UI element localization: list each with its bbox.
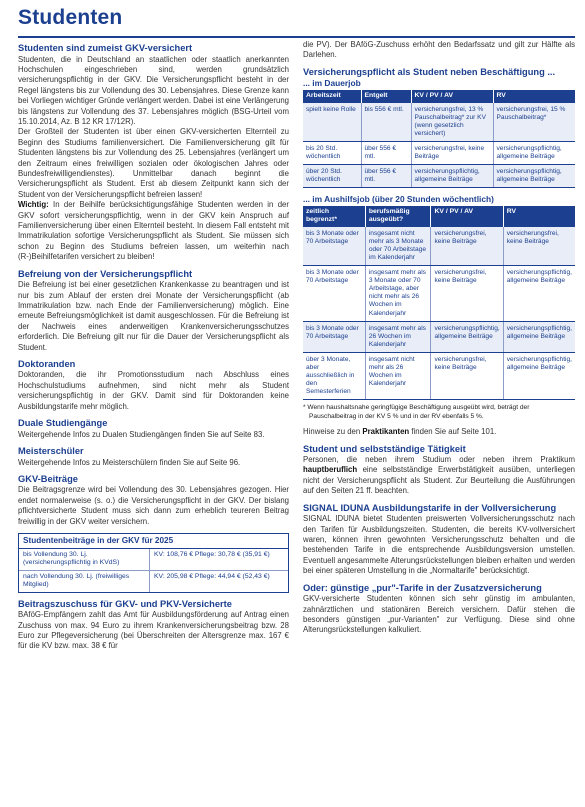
selbststaendig-text-a: Personen, die neben ihrem Studium oder neben ihrem Praktikum [303, 455, 575, 465]
table-cell: versicherungspflichtig, allgemeine Beiträge [503, 321, 575, 352]
important-label: Wichtig: [18, 200, 49, 210]
table-cell: versicherungsfrei, 15 % Pauschalbeitrag* [493, 103, 575, 142]
contribution-row-value: KV: 205,98 € Pflege: 44,94 € (52,43 €) [154, 572, 270, 580]
paragraph-duale: Weitergehende Infos zu Dualen Studiengängen finden Sie auf Seite 83. [18, 429, 265, 439]
paragraph-doktoranden: Doktoranden, die ihr Promotionsstudium nach Abschluss eines Hochschulstudiums aufnehmen, sind nicht mehr als Student versicherungspflichtig in der GKV. Damit sind für Doktoranden keine Ausbildungstarife mehr möglich. [18, 370, 289, 411]
paragraph-befreiung: Die Befreiung ist bei einer gesetzlichen Krankenkasse zu beantragen und ist nur bis zum Ablauf der ersten drei Monate der Versicherungspflicht (ab Immatrikulation bzw. nach Ende der Familienversicherung) möglich. Eine erneute Befreiungsmöglichkeit ist damit ausgeschlossen. Für die Befreiung ist der Nachweis eines anderweitigen Krankenversicherungsschutzes erforderlich. Die Befreiung gilt nur für die Dauer der Versicherungspflicht als Student. [18, 280, 289, 352]
section-heading-zuschuss: Beitragszuschuss für GKV- und PKV-Versicherte [18, 598, 232, 609]
table-header-cell: RV [503, 206, 575, 226]
table-cell: bis 3 Monate oder 70 Arbeitstage [303, 227, 365, 266]
paragraph-meister: Weitergehende Infos zu Meisterschülern finden Sie auf Seite 96. [18, 457, 241, 467]
table-header-cell: berufsmäßig ausgeübt? [365, 206, 431, 226]
section-heading-beschaeftigung: Versicherungspflicht als Student neben Beschäftigung ... [303, 66, 556, 77]
table-cell: bis 3 Monate oder 70 Arbeitstage [303, 321, 365, 352]
table-cell: spielt keine Rolle [303, 103, 361, 142]
table-header-row [303, 90, 575, 102]
praktikanten-bold: Praktikanten [362, 427, 410, 437]
table-row [303, 165, 575, 188]
section-heading-duale: Duale Studiengänge [18, 418, 108, 429]
table-cell: versicherungspflichtig, allgemeine Beiträge [493, 165, 575, 188]
table-header-cell: Arbeitszeit [303, 90, 361, 102]
table-header-cell: KV / PV / AV [411, 90, 493, 102]
praktikanten-text-a: Hinweise zu den [303, 427, 363, 437]
subheading-dauerjob: ... im Dauerjob [303, 78, 361, 89]
paragraph-ausbildungstarife: SIGNAL IDUNA bietet Studenten preiswerten Vollversicherungsschutz nach den Tarifen für Ausbildungszeiten. Studenten, die bereits KV-vollversichert waren, können ihren gewohnten Versicherungsschutz behalten und die bestehenden Tarife in die entsprechende Ausbildungsversion umstellen. Eventuell angesammelte Alterungsrückstellungen bleiben erhalten und werden bei einer späteren Umstellung in die „Normaltarife" berücksichtigt. [303, 514, 575, 576]
table-cell: über 3 Monate, aber ausschließlich in den Semesterferien [303, 352, 365, 399]
section-heading-befreiung: Befreiung von der Versicherungspflicht [18, 268, 193, 279]
contribution-row-label: nach Vollendung 30. Lj. (freiwilliges Mitglied) [19, 571, 150, 592]
contribution-row [19, 571, 288, 592]
table-row [303, 321, 575, 352]
table-row [303, 103, 575, 142]
table-cell: versicherungspflichtig, allgemeine Beiträge [411, 165, 493, 188]
table-cell: versicherungspflichtig, allgemeine Beiträge [493, 141, 575, 164]
table-header-cell: RV [493, 90, 575, 102]
table-header-cell: Entgelt [361, 90, 411, 102]
paragraph-pur-tarife: GKV-versicherte Studenten können sich sehr günstig im ambulanten, zahnärztlichen und stationären Bereich versichern. Dafür stehen die besonders günstigen „pur-Varianten" zur Verfügung. Diese sind ohne Alterungsrückstellungen kalkuliert. [303, 594, 575, 635]
paragraph-praktikanten [303, 427, 575, 437]
paragraph-selbststaendig [303, 455, 575, 497]
table-cell: über 556 € mtl. [361, 165, 411, 188]
table-cell: über 556 € mtl. [361, 141, 411, 164]
title-rule [18, 36, 575, 38]
table-cell: insgesamt nicht mehr als 3 Monate oder 70 Arbeitstage im Kalenderjahr [365, 227, 431, 266]
table-cell: versicherungsfrei, keine Beiträge [431, 227, 503, 266]
table-cell: insgesamt nicht mehr als 26 Wochen im Kalenderjahr [365, 352, 431, 399]
selbststaendig-bold: hauptberuflich [303, 465, 358, 475]
paragraph-gkv-1: Studenten, die in Deutschland an staatlichen oder staatlich anerkannten Hochschulen eingeschrieben sind, werden grundsätzlich versicherungspflichtig in der GKV. Die Versicherungspflicht besteht in der Regel längstens bis zur Vollendung des 30. Lebensjahres. Diese Grenze kann bei Vorliegen wichtiger Gründe verlängert werden. Dabei ist eine Verlängerung bis längstens zur Vollendung des 37. Lebensjahres möglich (BSG-Urteil vom 15.10.2014, Az. B 12 KR 17/12R). [18, 54, 289, 126]
paragraph-gkv-2: Der Großteil der Studenten ist über einen GKV-versicherten Elternteil zu Beginn des Studiums familienversichert. Die Familienversicherung gilt für Studenten längstens bis zur Vollendung des 25. Lebensjahres (verlängert um den Zeitraum eines freiwilligen sozialen oder ökologischen Jahres oder Bundesfreiwilligendienstes). Unmittelbar danach beginnt die Versicherungspflicht als Student. Erst ab diesem Zeitpunkt kann sich der Student von der Versicherungspflicht befreien lassen! [18, 127, 289, 199]
page-title: Studenten [18, 6, 123, 29]
section-heading-meister: Meisterschüler [18, 446, 84, 456]
contribution-row-value: KV: 108,76 € Pflege: 30,78 € (35,91 €) [154, 551, 270, 559]
table-cell: versicherungspflichtig, allgemeine Beiträge [503, 352, 575, 399]
table-cell: versicherungsfrei, 13 % Pauschalbeitrag* zur KV (wenn gesetzlich versichert) [411, 103, 493, 142]
columns [18, 40, 575, 807]
paragraph-beitraege: Die Beitragsgrenze wird bei Vollendung des 30. Lebensjahres gezogen. Hier endet normalerweise (s. o.) die Versicherungspflicht in der GKV. Der bislang pflichtversicherte Student muss sich dann zum erheblich teureren Beitrag freiwillig in der GKV weiter versichern. [18, 485, 289, 526]
table-cell: bis 3 Monate oder 70 Arbeitstage [303, 266, 365, 322]
table-cell: über 20 Std. wöchentlich [303, 165, 361, 188]
section-heading-gkv: Studenten sind zumeist GKV-versichert [18, 43, 193, 53]
table-cell: bis 556 € mtl. [361, 103, 411, 142]
right-column [303, 40, 575, 807]
table-header-cell: zeitlich begrenzt* [303, 206, 365, 226]
section-heading-pur-tarife: Oder: günstige „pur"-Tarife in der Zusatzversicherung [303, 582, 542, 593]
table-footnote: * Wenn haushaltsnahe geringfügige Beschäftigung ausgeübt wird, beträgt der Pauschalbeitrag in der KV 5 % und in der RV ebenfalls 5 %. [303, 404, 530, 420]
table-row [303, 141, 575, 164]
contribution-row [19, 549, 288, 571]
table-cell: insgesamt mehr als 26 Wochen im Kalenderjahr [365, 321, 431, 352]
subheading-aushilfsjob: ... im Aushilfsjob (über 20 Stunden wöchentlich) [303, 194, 494, 205]
section-heading-selbststaendig: Student und selbstständige Tätigkeit [303, 443, 466, 454]
paragraph-zuschuss: BAföG-Empfängern zahlt das Amt für Ausbildungsförderung auf Antrag einen Zuschuss von max. 94 Euro zu ihrem Krankenversicherungsbeitrag bzw. 28 Euro zur Pflegeversicherung (bei Überschreiten der Altersgrenze max. 167 € für die KV bzw. max. 38 € für [18, 610, 289, 651]
table-dauerjob [303, 90, 575, 188]
table-row [303, 266, 575, 322]
section-heading-doktoranden: Doktoranden [18, 358, 76, 369]
table-cell: bis 20 Std. wöchentlich [303, 141, 361, 164]
table-cell: versicherungspflichtig, allgemeine Beiträge [431, 321, 503, 352]
table-cell: versicherungsfrei, keine Beiträge [431, 352, 503, 399]
contribution-box-title: Studentenbeiträge in der GKV für 2025 [19, 534, 288, 549]
table-row [303, 227, 575, 266]
important-text: In der Beihilfe berücksichtigungsfähige Studenten werden in der GKV sofort versicherungspflichtig, wenn in der GKV kein Anspruch auf Familienversicherung über einen Elternteil besteht. In diesem Fall entsteht mit Immatrikulation sofortige Versicherungspflicht als Student. Sie müssen sich schon zu Beginn des Studiums befreien lassen, um weiterhin nach (R-)Beihilfetarifen versichert zu bleiben! [18, 200, 289, 262]
table-cell: versicherungspflichtig, allgemeine Beiträge [503, 266, 575, 322]
left-column [18, 40, 289, 807]
paragraph-gkv-3 [18, 200, 289, 262]
section-heading-beitraege: GKV-Beiträge [18, 473, 78, 484]
table-header-row [303, 206, 575, 226]
paragraph-continued: die PV). Der BAföG-Zuschuss erhöht den Bedarfssatz und gilt zur Hälfte als Darlehen. [303, 40, 575, 60]
table-cell: versicherungsfrei, keine Beiträge [411, 141, 493, 164]
table-row [303, 352, 575, 399]
table-header-cell: KV / PV / AV [431, 206, 503, 226]
table-cell: insgesamt mehr als 3 Monate oder 70 Arbeitstage, aber nicht mehr als 26 Wochen im Kalenderjahr [365, 266, 431, 322]
contribution-box [18, 533, 289, 593]
selbststaendig-text-c: eine selbstständige Erwerbstätigkeit ausüben, unterliegen nicht der Versicherungspflicht als Student. Zur Beurteilung die Ausführungen auf den Seiten 21 ff. beachten. [303, 465, 575, 496]
table-cell: versicherungsfrei, keine Beiträge [503, 227, 575, 266]
table-cell: versicherungsfrei, keine Beiträge [431, 266, 503, 322]
contribution-row-label: bis Vollendung 30. Lj. (versicherungspflichtig in KVdS) [19, 549, 150, 570]
table-aushilfsjob [303, 206, 575, 400]
section-heading-ausbildungstarife: SIGNAL IDUNA Ausbildungstarife in der Vollversicherung [303, 502, 557, 513]
praktikanten-text-c: finden Sie auf Seite 101. [409, 427, 497, 437]
